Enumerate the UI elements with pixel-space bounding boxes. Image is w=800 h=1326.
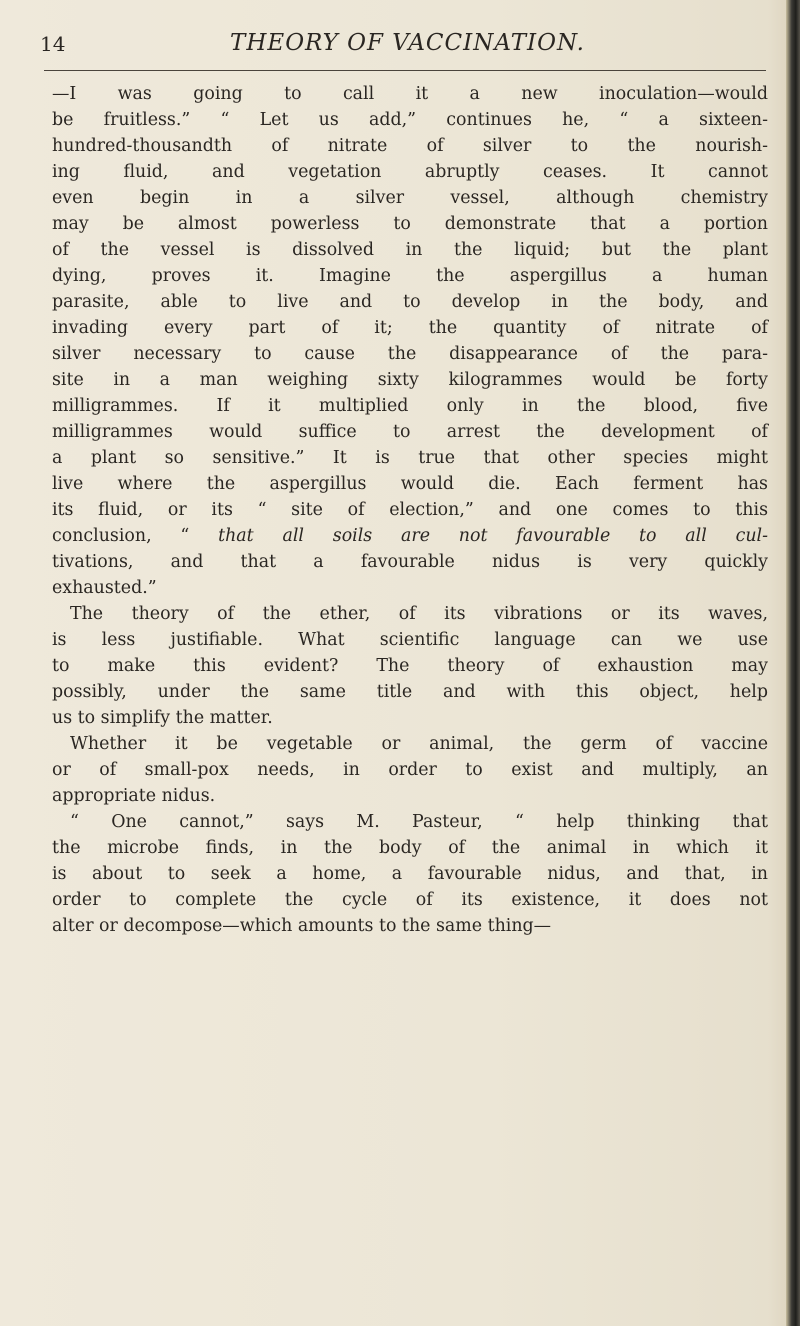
text-line: is about to seek a home, a favourable nidus, and that, in — [52, 864, 768, 884]
paragraph-start-line: “ One cannot,” says M. Pasteur, “ help thinking that — [70, 812, 768, 832]
page-header — [40, 26, 770, 62]
text-line: be fruitless.” “ Let us add,” continues he, “ a sixteen- — [52, 110, 768, 130]
text-line: of the vessel is dissolved in the liquid; but the plant — [52, 240, 768, 260]
text-line-italic: exhausted.” — [52, 578, 157, 598]
text-line: may be almost powerless to demonstrate that a portion — [52, 214, 768, 234]
paragraph-start-line: The theory of the ether, of its vibrations or its waves, — [70, 604, 768, 624]
text-line: ing fluid, and vegetation abruptly ceases. It cannot — [52, 162, 768, 182]
text-line: dying, proves it. Imagine the aspergillus a human — [52, 266, 768, 286]
text-line: is less justifiable. What scientific language can we use — [52, 630, 768, 650]
text-line: parasite, able to live and to develop in the body, and — [52, 292, 768, 312]
header-rule — [44, 70, 766, 71]
text-line: the microbe finds, in the body of the animal in which it — [52, 838, 768, 858]
text-line: site in a man weighing sixty kilogrammes would be forty — [52, 370, 768, 390]
text-line: us to simplify the matter. — [52, 708, 273, 728]
text-line: hundred-thousandth of nitrate of silver to the nourish- — [52, 136, 768, 156]
text-line: alter or decompose—which amounts to the same thing— — [52, 916, 552, 936]
running-head: THEORY OF VACCINATION. — [230, 30, 585, 56]
body-text — [52, 81, 768, 939]
italic-quote: that all soils are not favourable to all cul- — [218, 526, 768, 546]
book-binding-edge — [786, 0, 800, 1326]
page-number: 14 — [40, 32, 66, 56]
text-line: to make this evident? The theory of exhaustion may — [52, 656, 768, 676]
text-line: —I was going to call it a new inoculation—would — [52, 84, 768, 104]
text-line: possibly, under the same title and with this object, help — [52, 682, 768, 702]
text-line: a plant so sensitive.” It is true that other species might — [52, 448, 768, 468]
text-line: milligrammes would suffice to arrest the development of — [52, 422, 768, 442]
text-line: appropriate nidus. — [52, 786, 216, 806]
paragraph-start-line: Whether it be vegetable or animal, the germ of vaccine — [70, 734, 768, 754]
text-line: even begin in a silver vessel, although chemistry — [52, 188, 768, 208]
text-line: silver necessary to cause the disappearance of the para- — [52, 344, 768, 364]
text-line-italic-start — [52, 523, 768, 549]
text-line: live where the aspergillus would die. Each ferment has — [52, 474, 768, 494]
text-line: or of small-pox needs, in order to exist and multiply, an — [52, 760, 768, 780]
italic-lead: conclusion, “ — [52, 526, 219, 546]
text-line: order to complete the cycle of its existence, it does not — [52, 890, 768, 910]
text-line: invading every part of it; the quantity of nitrate of — [52, 318, 768, 338]
text-line: its fluid, or its “ site of election,” and one comes to this — [52, 500, 768, 520]
text-line-italic: tivations, and that a favourable nidus is very quickly — [52, 552, 768, 572]
text-line: milligrammes. If it multiplied only in the blood, five — [52, 396, 768, 416]
